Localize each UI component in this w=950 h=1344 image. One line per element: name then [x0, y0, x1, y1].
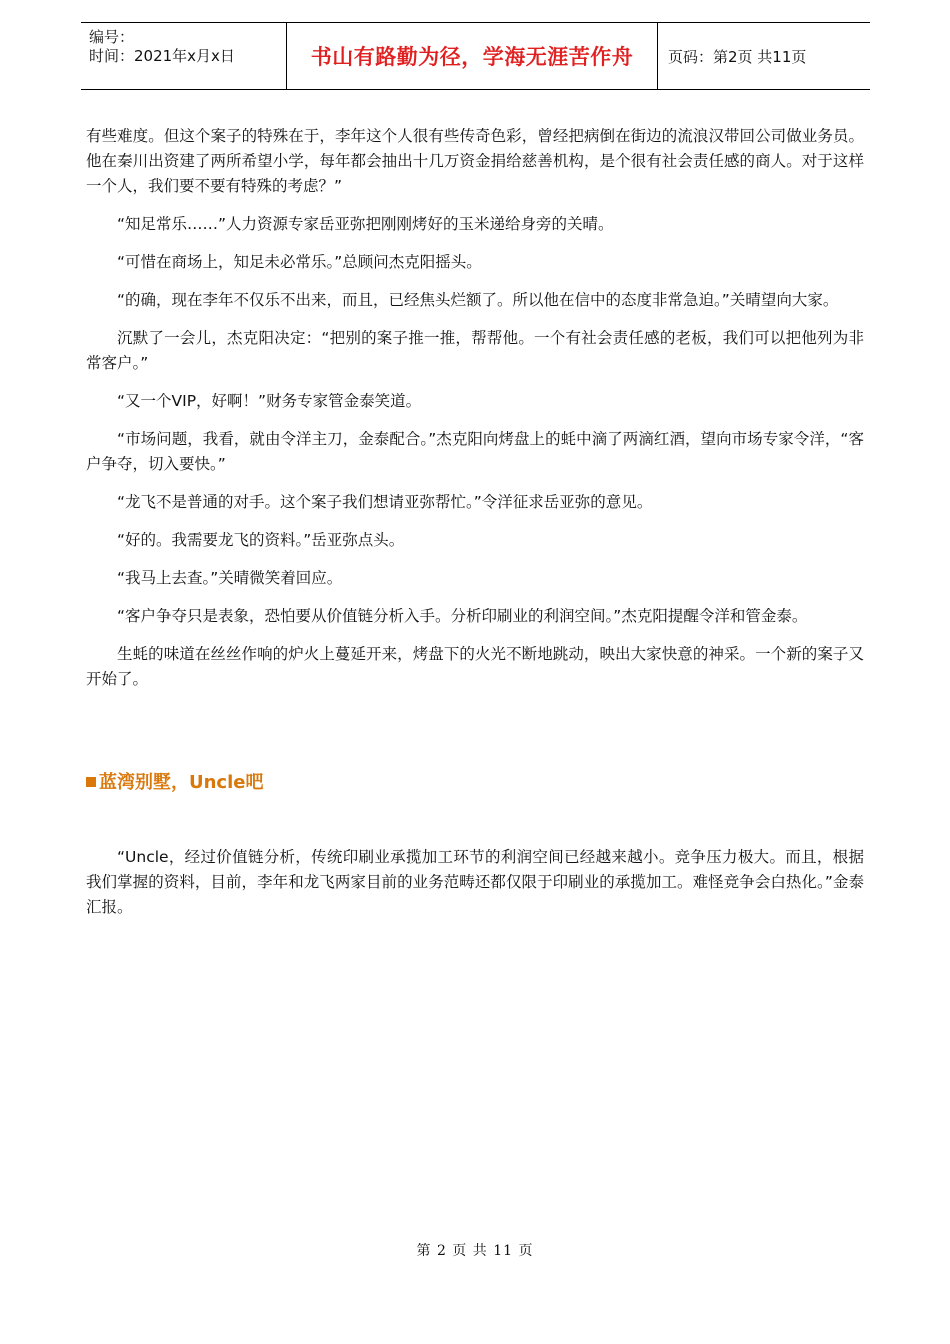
- page-header: [81, 22, 870, 90]
- header-page-code: 页码：第2页 共11页: [668, 47, 807, 66]
- square-bullet-icon: [86, 777, 96, 787]
- paragraph: “又一个VIP，好啊！”财务专家管金泰笑道。: [117, 392, 422, 410]
- paragraph: 沉默了一会儿，杰克阳决定：“把别的案子推一推，帮帮他。一个有社会责任感的老板，我们可以把他列为非常客户。”: [86, 329, 864, 372]
- section-text: [86, 845, 864, 933]
- paragraph: “我马上去查。”关晴微笑着回应。: [117, 569, 343, 587]
- paragraph: “可惜在商场上，知足未必常乐。”总顾问杰克阳摇头。: [117, 253, 482, 271]
- paragraph: “Uncle，经过价值链分析，传统印刷业承揽加工环节的利润空间已经越来越小。竞争压力极大。而且，根据我们掌握的资料，目前，李年和龙飞两家目前的业务范畴还都仅限于印刷业的承揽加工。难怪竞争会白热化。”金泰汇报。: [86, 848, 864, 916]
- section-heading: [86, 768, 263, 794]
- paragraph: 有些难度。但这个案子的特殊在于，李年这个人很有些传奇色彩，曾经把病倒在街边的流浪汉带回公司做业务员。他在秦川出资建了两所希望小学，每年都会抽出十几万资金捐给慈善机构，是个很有社会责任感的商人。对于这样一个人，我们要不要有特殊的考虑？”: [86, 127, 864, 195]
- number-label: 编号：: [89, 28, 135, 46]
- paragraph: 生蚝的味道在丝丝作响的炉火上蔓延开来，烤盘下的火光不断地跳动，映出大家快意的神采。一个新的案子又开始了。: [86, 645, 864, 688]
- paragraph: “龙飞不是普通的对手。这个案子我们想请亚弥帮忙。”令洋征求岳亚弥的意见。: [117, 493, 653, 511]
- header-left-cell: [81, 23, 286, 89]
- paragraph: “好的。我需要龙飞的资料。”岳亚弥点头。: [117, 531, 405, 549]
- paragraph: “客户争夺只是表象，恐怕要从价值链分析入手。分析印刷业的利润空间。”杰克阳提醒令洋和管金泰。: [117, 607, 808, 625]
- page-footer: 第 2 页 共 11 页: [416, 1243, 534, 1259]
- main-text: [86, 124, 864, 705]
- paragraph: “市场问题，我看，就由令洋主刀，金泰配合。”杰克阳向烤盘上的蚝中滴了两滴红酒，望向市场专家令洋，“客户争夺，切入要快。”: [86, 430, 864, 473]
- paragraph: “的确，现在李年不仅乐不出来，而且，已经焦头烂额了。所以他在信中的态度非常急迫。”关晴望向大家。: [117, 291, 839, 309]
- paragraph: “知足常乐……”人力资源专家岳亚弥把刚刚烤好的玉米递给身旁的关晴。: [117, 215, 614, 233]
- time-label: 时间：2021年x月x日: [89, 47, 235, 65]
- header-motto: 书山有路勤为径，学海无涯苦作舟: [286, 23, 658, 89]
- section-heading-text: 蓝湾别墅，Uncle吧: [99, 772, 264, 793]
